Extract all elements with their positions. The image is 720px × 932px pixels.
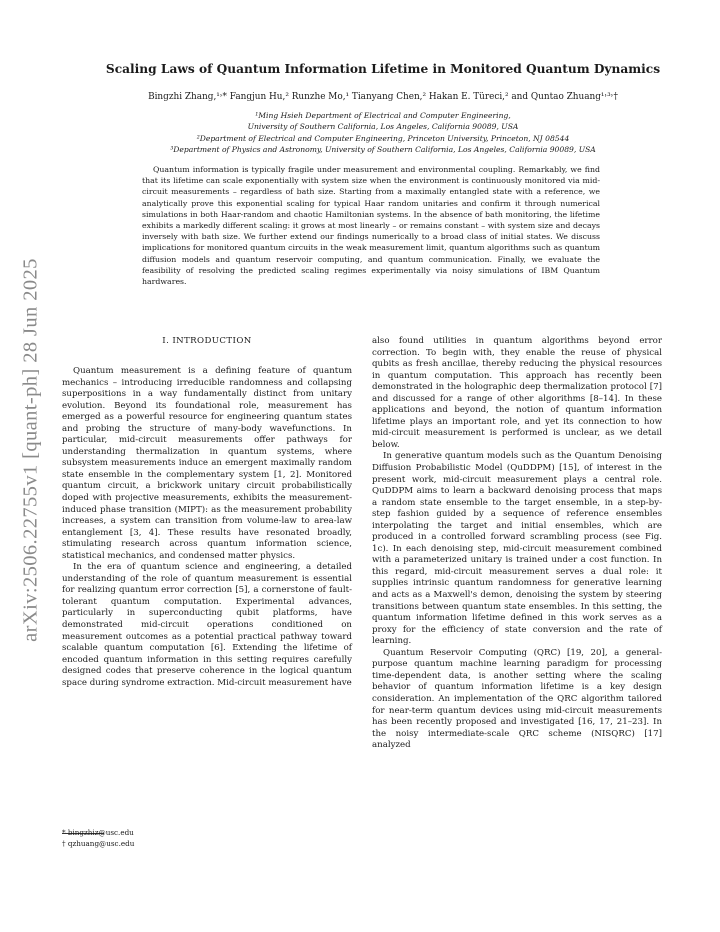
- footnotes: [62, 826, 352, 849]
- intro-paragraph-5: Quantum Reservoir Computing (QRC) [19, 20], a general-purpose quantum machine learning paradigm for processing time-dependent data, is another setting where the scaling behavior of quantum information lifetime is a key design consideration. An implementation of the QRC algorithm tailored for near-term quantum devices using mid-circuit measurements has been recently proposed and investigated [16, 17, 21–23]. In the noisy intermediate-scale QRC scheme (NISQRC) [17] analyzed: [372, 647, 662, 751]
- affiliation-1b: University of Southern California, Los Angeles, California 90089, USA: [247, 122, 519, 132]
- abstract-text: Quantum information is typically fragile under measurement and environmental coupling. Remarkably, we find that its lifetime can scale exponentially with system size when the environment is continuously monitored via mid-circuit measurements – regardless of bath size. Starting from a maximally entangled state with a reference, we analytically prove this exponential scaling for typical Haar random unitaries and confirm it through numerical simulations in both Haar-random and chaotic Hamiltonian systems. In the absence of bath monitoring, the lifetime exhibits a markedly different scaling: it grows at most linearly – or remains constant – with system size and decays inversely with bath size. We further extend our findings numerically to a broad class of initial states. We discuss implications for monitored quantum circuits in the weak measurement limit, quantum algorithms such as quantum diffusion models and quantum reservoir computing, and quantum communication. Finally, we evaluate the feasibility of resolving the predicted scaling regimes experimentally via noisy simulations of IBM Quantum hardwares.: [142, 165, 600, 287]
- right-column: [372, 336, 662, 752]
- affiliation-3: ³Department of Physics and Astronomy, University of Southern California, Los Angeles, California 90089, USA: [170, 144, 596, 154]
- section-heading: I. INTRODUCTION: [162, 336, 252, 346]
- affiliation-2: ²Department of Electrical and Computer Engineering, Princeton University, Princeton, NJ 08544: [196, 133, 570, 143]
- affiliations: [60, 110, 706, 155]
- left-column: [62, 366, 352, 689]
- intro-paragraph-2: In the era of quantum science and engineering, a detailed understanding of the role of quantum measurement is essential for realizing quantum error correction [5], a cornerstone of fault-tolerant quantum computation. Experimental advances, particularly in superconducting qubit platforms, have demonstrated mid-circuit operations conditioned on measurement outcomes as a potential practical pathway toward scalable quantum computation [6]. Extending the lifetime of encoded quantum information in this setting requires carefully designed codes that preserve coherence in the logical quantum space during syndrome extraction. Mid-circuit measurement have: [62, 562, 352, 688]
- intro-paragraph-3: also found utilities in quantum algorithms beyond error correction. To begin with, they enable the reuse of physical qubits as fresh ancillae, thereby reducing the physical resources in quantum computation. This approach has recently been demonstrated in the holographic deep thermalization protocol [7] and discussed for a range of other algorithms [8–14]. In these applications and beyond, the notion of quantum information lifetime plays an important role, and yet its connection to how mid-circuit measurement is performed is unclear, as we detail below.: [372, 336, 662, 450]
- author-list: Bingzhi Zhang,¹˒* Fangjun Hu,² Runzhe Mo,¹ Tianyang Chen,² Hakan E. Türeci,² and Quntao Zhuang¹˒³˒†: [148, 92, 618, 102]
- intro-paragraph-1: Quantum measurement is a defining feature of quantum mechanics – introducing irreducible randomness and collapsing superpositions in a way fundamentally distinct from unitary evolution. Beyond its foundational role, measurement has emerged as a powerful resource for engineering quantum states and probing the structure of many-body wavefunctions. In particular, mid-circuit measurements offer pathways for understanding thermalization in quantum systems, where subsystem measurements induce an emergent maximally random state ensemble in the complementary system [1, 2]. Monitored quantum circuit, a brickwork unitary circuit probabilistically doped with projective measurements, exhibits the measurement-induced phase transition (MIPT): as the measurement probability increases, a system can transition from volume-law to area-law entanglement [3, 4]. These results have resonated broadly, stimulating research across quantum information science, statistical mechanics, and condensed matter physics.: [62, 366, 352, 561]
- arxiv-sidebar-stamp: [8, 250, 54, 650]
- intro-paragraph-4: In generative quantum models such as the Quantum Denoising Diffusion Probabilistic Model (QuDDPM) [15], of interest in the present work, mid-circuit measurement plays a central role. QuDDPM aims to learn a backward denoising process that maps a random state ensemble to the target ensemble, in a step-by-step fashion guided by a sequence of reference ensembles interpolating the target and initial ensembles, which are produced in a controlled forward scrambling process (see Fig. 1c). In each denoising step, mid-circuit measurement combined with a parameterized unitary is trained under a cost function. In this regard, mid-circuit measurement serves a dual role: it supplies intrinsic quantum randomness for generative learning and acts as a Maxwell's demon, denoising the system by steering transitions between quantum state ensembles. In this setting, the quantum information lifetime defined in this work serves as a proxy for the efficiency of state conversion and the rate of learning.: [372, 451, 662, 647]
- arxiv-identifier: arXiv:2506.22755v1 [quant-ph] 28 Jun 2025: [19, 258, 42, 642]
- affiliation-1a: ¹Ming Hsieh Department of Electrical and Computer Engineering,: [255, 111, 511, 120]
- footnote-email-2: † qzhuang@usc.edu: [62, 838, 135, 848]
- footnote-email-1: * bingzhiz@usc.edu: [62, 828, 134, 837]
- paper-title: Scaling Laws of Quantum Information Lifetime in Monitored Quantum Dynamics: [105, 62, 661, 76]
- abstract: [142, 164, 600, 287]
